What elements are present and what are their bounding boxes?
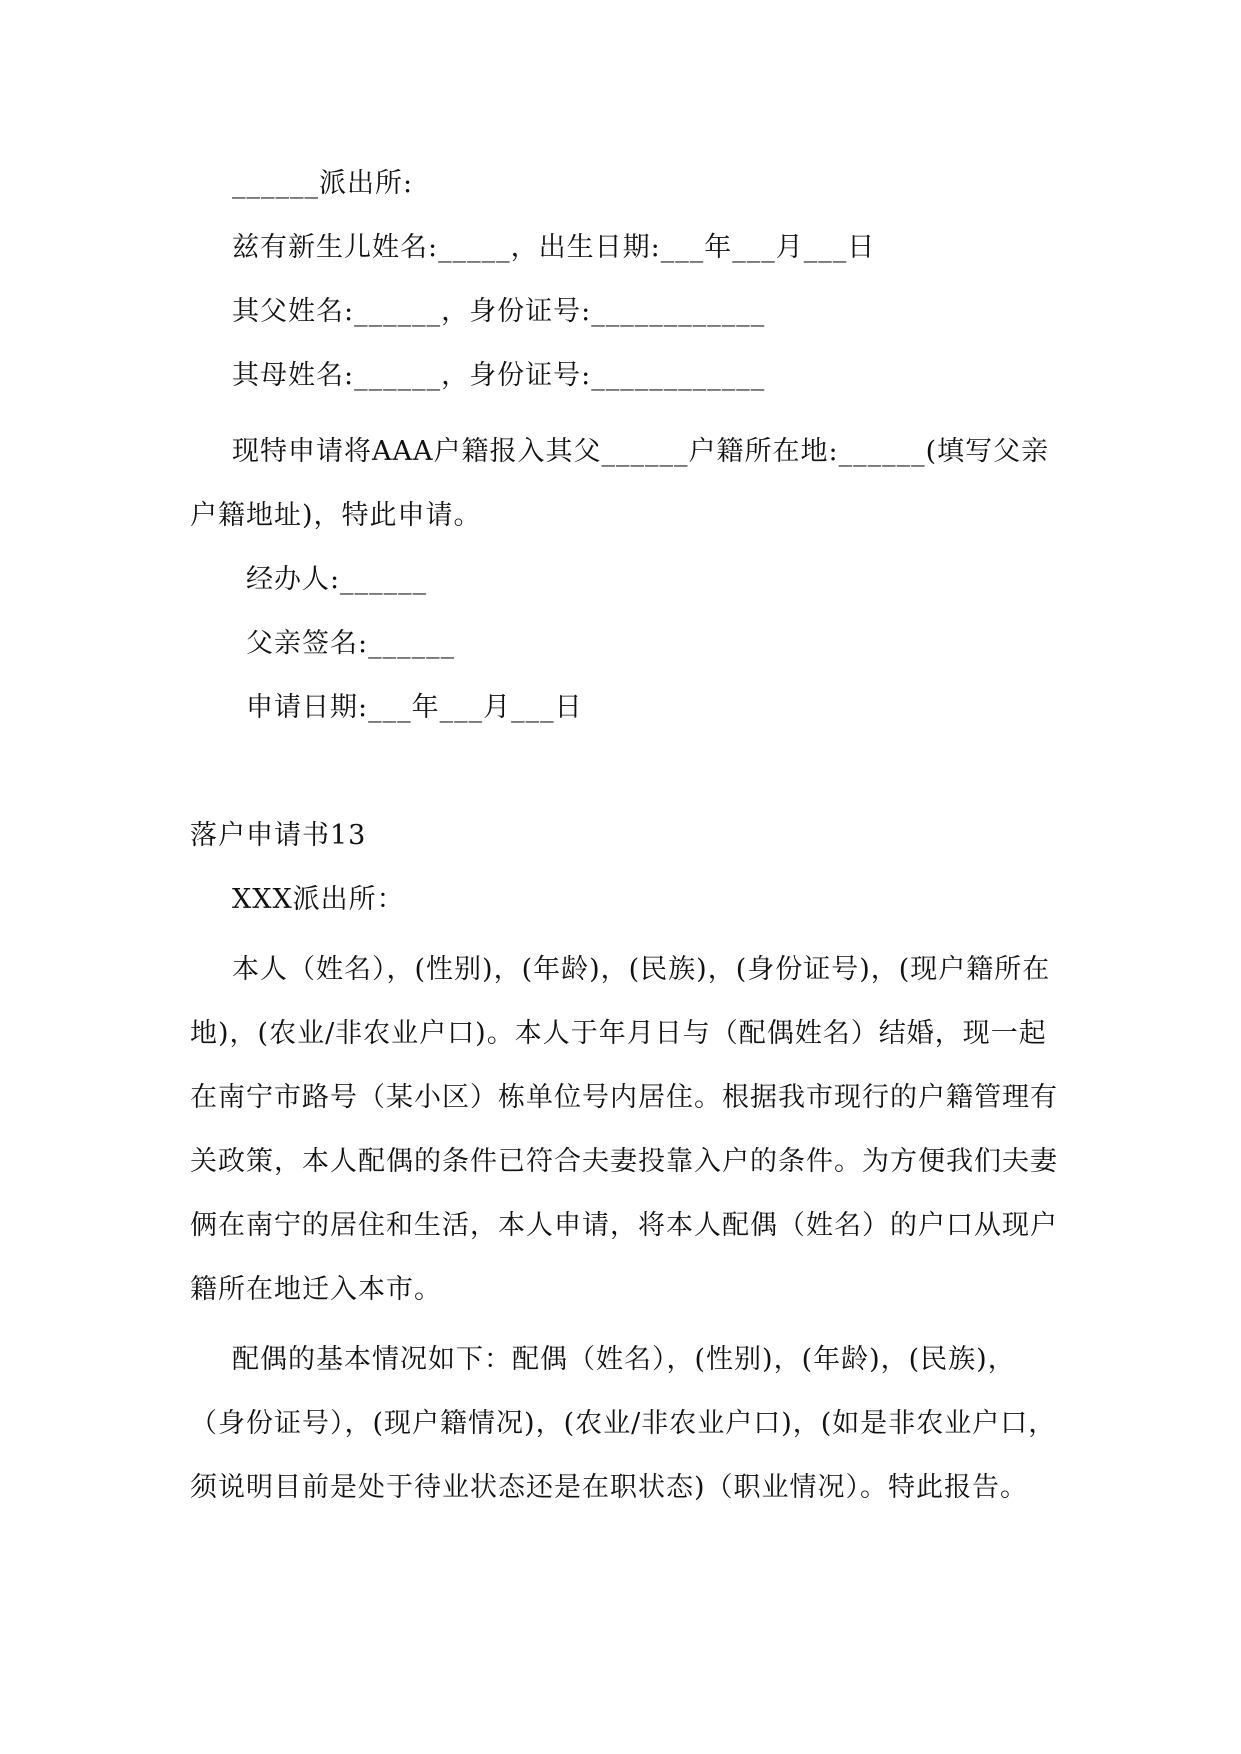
police-station-line: ______派出所:	[232, 168, 414, 199]
application-paragraph: 现特申请将AAA户籍报入其父______户籍所在地:______(填写父亲户籍地址)，特此申请。	[190, 436, 1050, 531]
section-title: 落户申请书13	[190, 820, 367, 851]
handler-line: 经办人:______	[246, 564, 428, 595]
father-signature-line: 父亲签名:______	[246, 628, 456, 659]
mother-info-line: 其母姓名:______，身份证号:____________	[232, 360, 766, 391]
application-date-line: 申请日期:___年___月___日	[246, 692, 583, 723]
salutation-line: XXX派出所：	[232, 884, 405, 915]
newborn-info-line: 兹有新生儿姓名:_____，出生日期:___年___月___日	[232, 232, 876, 263]
father-info-line: 其父姓名:______，身份证号:____________	[232, 296, 766, 327]
body-paragraph-2: 配偶的基本情况如下：配偶（姓名），(性别)，(年龄)，(民族)，（身份证号），(现户籍情况)，(农业/非农业户口)，(如是非农业户口，须说明目前是处于待业状态还是在职状态)（职业情况）。特此报告。	[190, 1344, 1057, 1503]
body-paragraph-1: 本人（姓名），(性别)，(年龄)，(民族)，(身份证号)，(现户籍所在地)，(农业/非农业户口)。本人于年月日与（配偶姓名）结婚，现一起在南宁市路号（某小区）栋单位号内居住。根据我市现行的户籍管理有关政策，本人配偶的条件已符合夫妻投靠入户的条件。为方便我们夫妻俩在南宁的居住和生活，本人申请，将本人配偶（姓名）的户口从现户籍所在地迁入本市。	[190, 954, 1058, 1305]
